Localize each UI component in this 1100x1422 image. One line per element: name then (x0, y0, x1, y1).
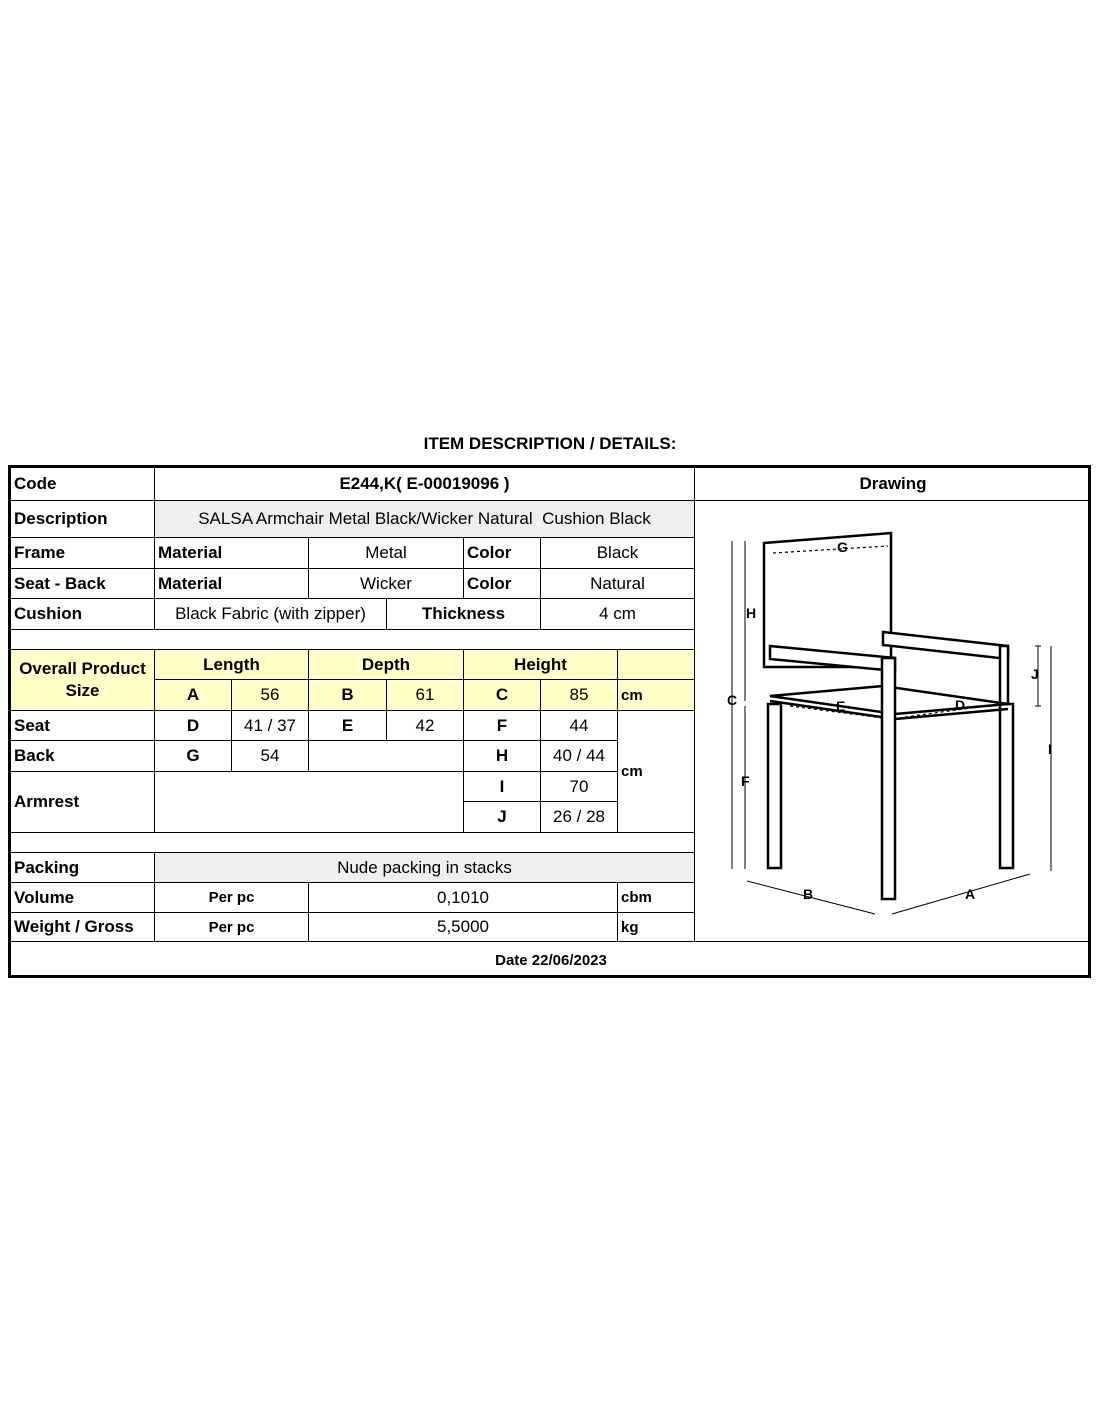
dim-b-value: 61 (387, 680, 464, 711)
dim-i-value: 70 (541, 772, 618, 802)
seat-back-material-value: Wicker (309, 569, 464, 599)
overall-size-label (11, 650, 155, 711)
drawing-label: Drawing (695, 468, 1091, 501)
back-label: Back (11, 741, 155, 772)
dim-label-i: I (1048, 741, 1052, 757)
right-arm (883, 632, 1008, 659)
frame-material-value: Metal (309, 538, 464, 569)
dim-a-value: 56 (232, 680, 309, 711)
thickness-label: Thickness (387, 599, 541, 630)
drawing-area (695, 501, 1091, 942)
page-title: ITEM DESCRIPTION / DETAILS: (423, 434, 677, 453)
frame-color-label: Color (464, 538, 541, 569)
dim-j-key: J (464, 802, 541, 833)
frame-label: Frame (11, 538, 155, 569)
back-left-leg (768, 704, 781, 868)
dim-e-value: 42 (387, 711, 464, 741)
seat-front-left-edge (770, 701, 895, 719)
seat-back-label: Seat - Back (11, 569, 155, 599)
dim-label-e: E (836, 698, 846, 714)
thickness-value: 4 cm (541, 599, 695, 630)
spec-sheet (8, 465, 1091, 978)
volume-per: Per pc (155, 883, 309, 913)
seat-back-color-label: Color (464, 569, 541, 599)
frame-material-label: Material (155, 538, 309, 569)
volume-label: Volume (11, 883, 155, 913)
volume-unit: cbm (618, 883, 695, 913)
length-header: Length (155, 650, 309, 680)
volume-value: 0,1010 (309, 883, 618, 913)
armrest-blank (155, 772, 464, 833)
description-label: Description (11, 501, 155, 538)
frame-color-value: Black (541, 538, 695, 569)
dim-b-key: B (309, 680, 387, 711)
dim-e-key: E (309, 711, 387, 741)
dim-label-b: B (803, 886, 814, 902)
back-blank (309, 741, 464, 772)
code-label: Code (11, 468, 155, 501)
seat-label: Seat (11, 711, 155, 741)
depth-header: Depth (309, 650, 464, 680)
dim-label-g: G (837, 539, 848, 555)
cushion-label: Cushion (11, 599, 155, 630)
dim-label-j: J (1031, 666, 1039, 682)
cushion-value: Black Fabric (with zipper) (155, 599, 387, 630)
unit-header-blank (618, 650, 695, 680)
height-header: Height (464, 650, 618, 680)
dim-d-key: D (155, 711, 232, 741)
packing-value: Nude packing in stacks (155, 853, 695, 883)
weight-value: 5,5000 (309, 913, 618, 942)
dim-h-key: H (464, 741, 541, 772)
weight-label: Weight / Gross (11, 913, 155, 942)
overall-unit: cm (618, 680, 695, 711)
dim-label-c: C (727, 692, 738, 708)
dim-h-value: 40 / 44 (541, 741, 618, 772)
description-value: SALSA Armchair Metal Black/Wicker Natural Cushion Black (155, 501, 695, 538)
seat-front-right-edge (895, 709, 1008, 719)
dim-c-value: 85 (541, 680, 618, 711)
code-value: E244,K( E-00019096 ) (155, 468, 695, 501)
armchair-drawing (695, 501, 1091, 942)
dim-label-f: F (741, 773, 750, 789)
dim-f-key: F (464, 711, 541, 741)
right-arm-post (1000, 646, 1008, 704)
dim-d-value: 41 / 37 (232, 711, 309, 741)
back-right-leg (1000, 704, 1013, 868)
dim-c-key: C (464, 680, 541, 711)
dim-label-d: D (955, 697, 966, 713)
dim-j-value: 26 / 28 (541, 802, 618, 833)
overall-size-label-line2: Size (65, 681, 100, 700)
dim-line-a (892, 874, 1030, 914)
dim-g-value: 54 (232, 741, 309, 772)
weight-per: Per pc (155, 913, 309, 942)
footer-date: Date 22/06/2023 (495, 951, 607, 969)
seat-back-material-label: Material (155, 569, 309, 599)
overall-size-label-line1: Overall Product (19, 659, 146, 678)
dim-i-key: I (464, 772, 541, 802)
seat-back-color-value: Natural (541, 569, 695, 599)
dim-label-a: A (965, 886, 976, 902)
front-left-leg (882, 658, 895, 899)
spacer-row (11, 630, 695, 650)
packing-label: Packing (11, 853, 155, 883)
armrest-label: Armrest (11, 772, 155, 833)
weight-unit: kg (618, 913, 695, 942)
dim-g-key: G (155, 741, 232, 772)
dim-label-h: H (746, 605, 757, 621)
spacer-row-2 (11, 833, 695, 853)
dims-unit: cm (618, 711, 695, 833)
dim-f-value: 44 (541, 711, 618, 741)
dim-a-key: A (155, 680, 232, 711)
